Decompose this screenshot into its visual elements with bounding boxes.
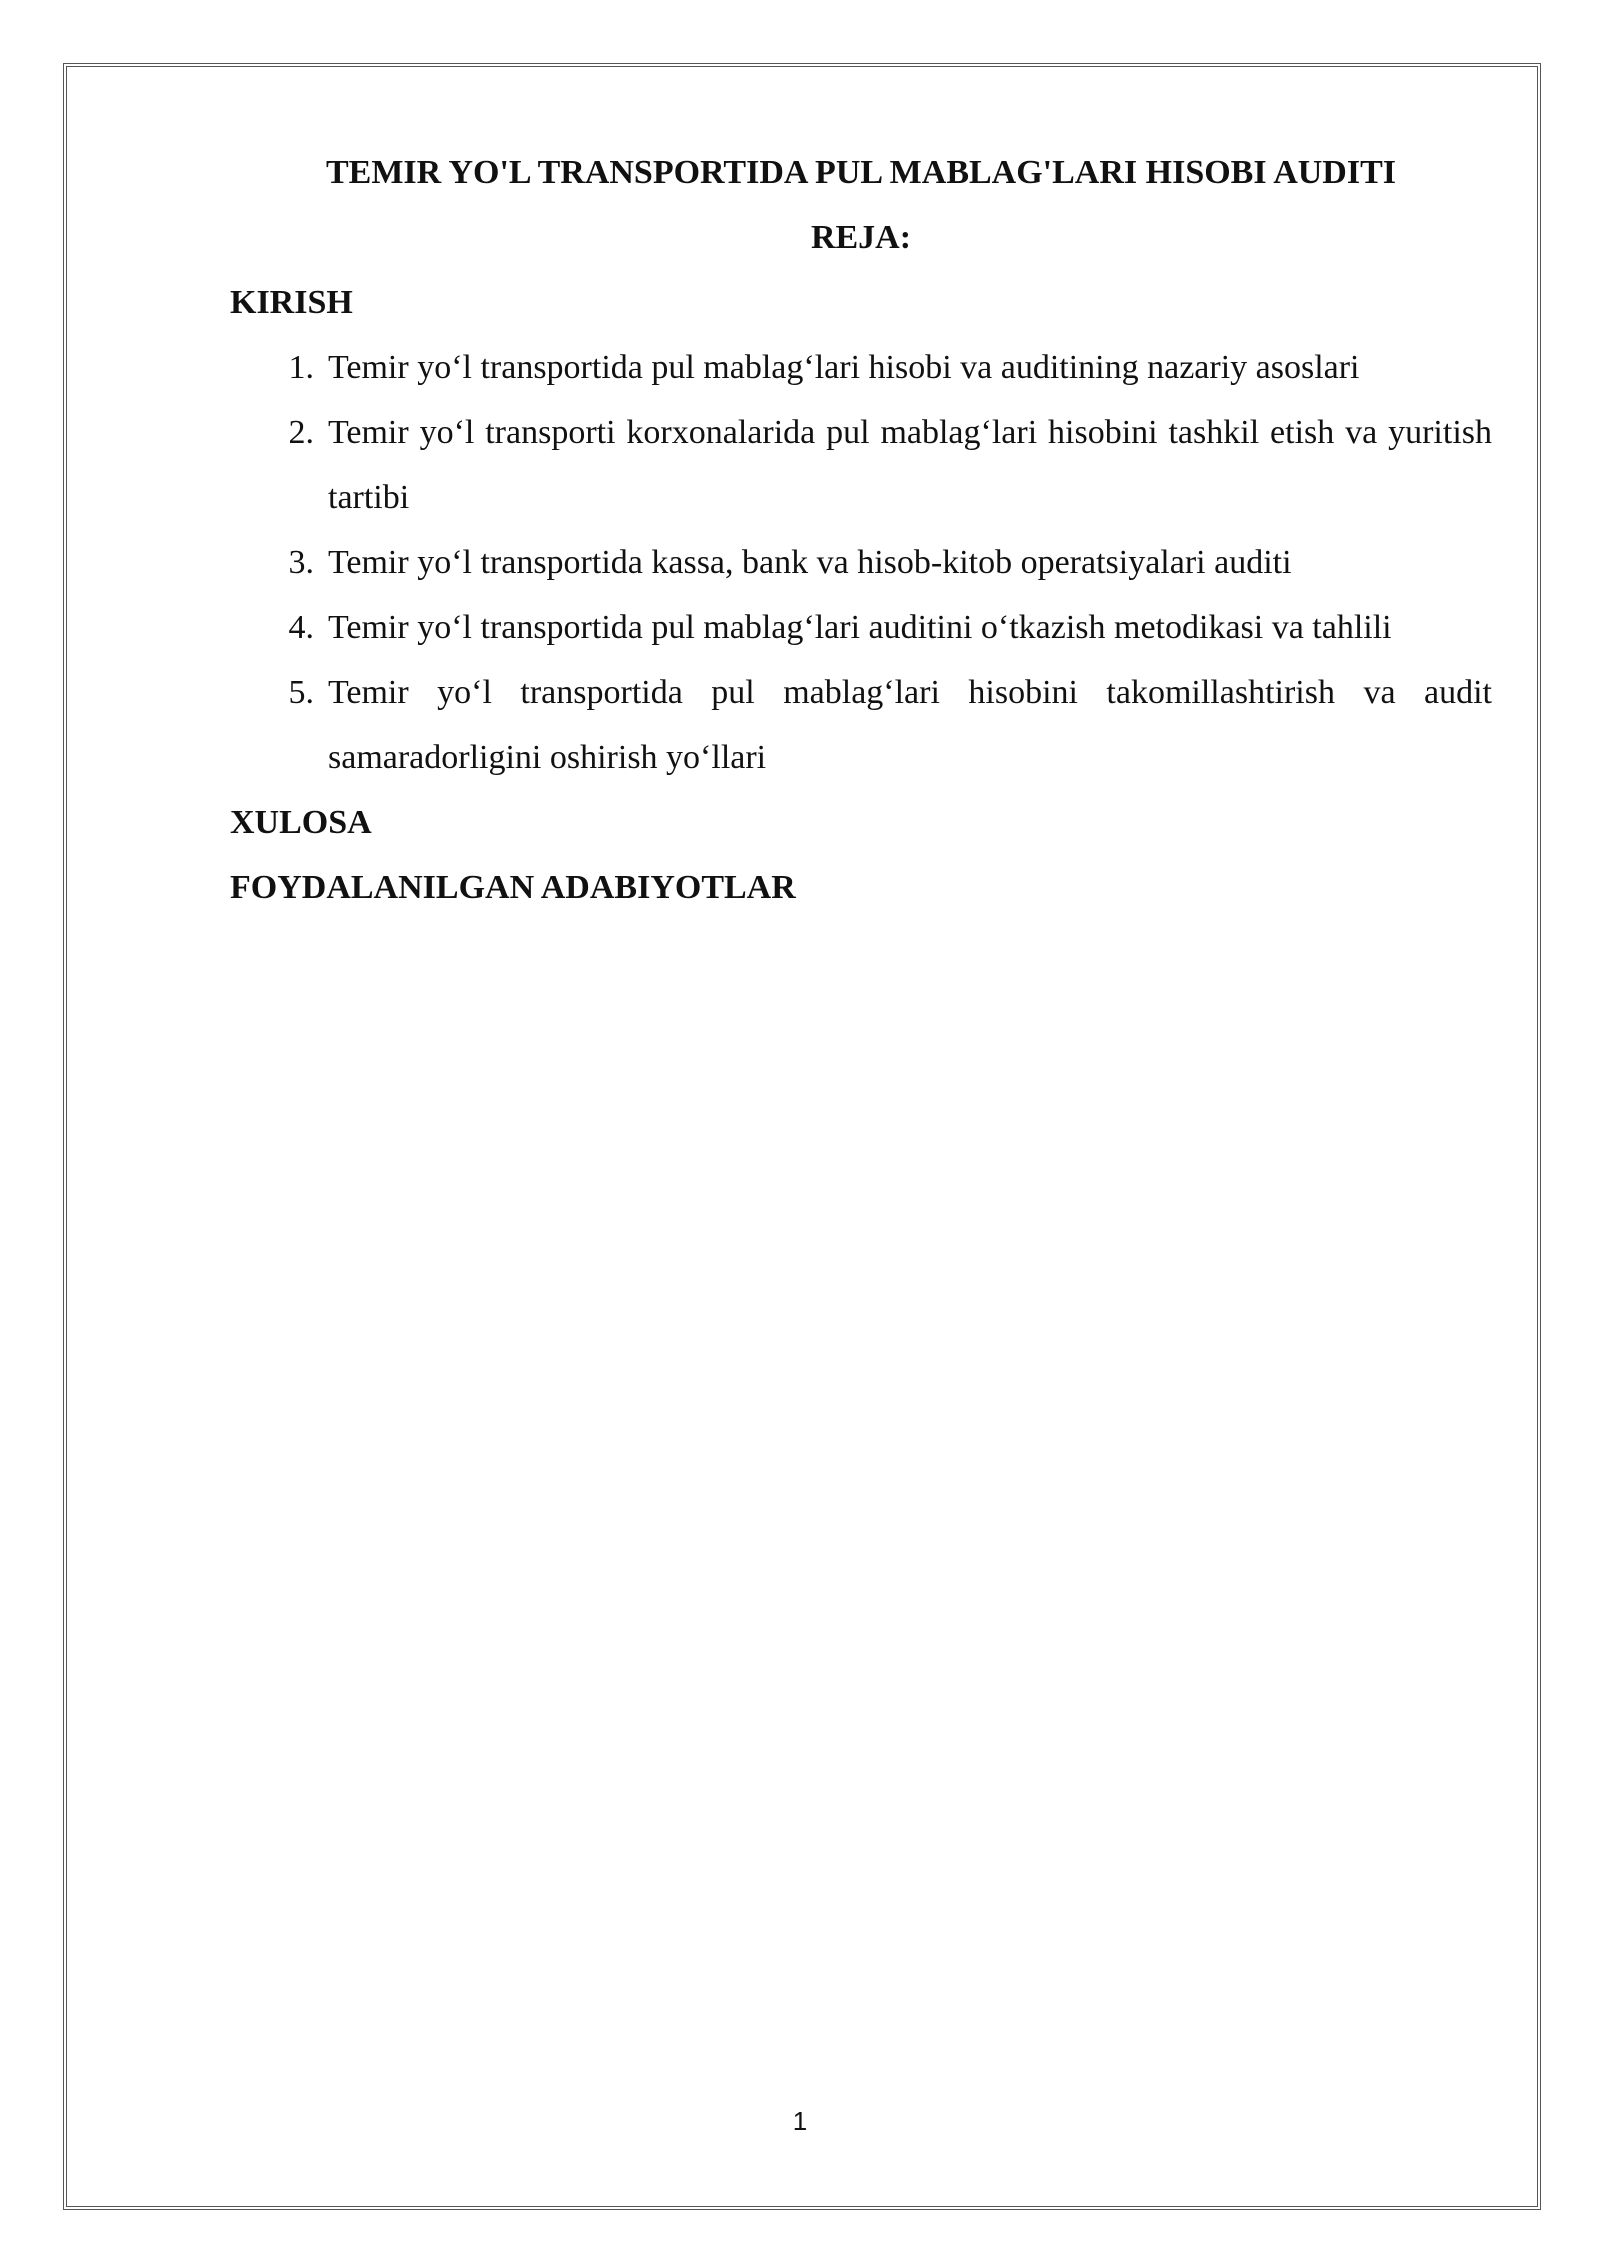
- plan-item-number: 1.: [288, 349, 314, 386]
- plan-list: [230, 335, 1492, 790]
- plan-item-number: 4.: [288, 609, 314, 646]
- page-number: 1: [792, 2106, 808, 2136]
- plan-item: [230, 400, 1492, 530]
- plan-item-number: 3.: [288, 544, 314, 581]
- plan-item: [230, 530, 1492, 595]
- plan-item-text: Temir yo‘l transportida pul mablag‘lari auditini o‘tkazish metodikasi va tahlili: [328, 609, 1392, 646]
- plan-item-text: Temir yo‘l transportida kassa, bank va hisob-kitob operatsiyalari auditi: [328, 544, 1292, 581]
- plan-item-number: 2.: [288, 414, 314, 451]
- plan-item-number: 5.: [288, 674, 314, 711]
- document-body: [230, 140, 1492, 920]
- plan-item: [230, 595, 1492, 660]
- document-title: TEMIR YO'L TRANSPORTIDA PUL MABLAG'LARI HISOBI AUDITI: [325, 154, 1397, 191]
- plan-item: [230, 335, 1492, 400]
- plan-item-text: Temir yo‘l transporti korxonalarida pul mablag‘lari hisobini tashkil etish va yuritish tartibi: [328, 414, 1492, 516]
- references-heading: FOYDALANILGAN ADABIYOTLAR: [230, 869, 796, 906]
- plan-heading: REJA:: [810, 219, 912, 256]
- intro-heading: KIRISH: [230, 284, 353, 321]
- plan-item-text: Temir yo‘l transportida pul mablag‘lari hisobi va auditining nazariy asoslari: [328, 349, 1360, 386]
- conclusion-heading: XULOSA: [230, 804, 372, 841]
- plan-item: [230, 660, 1492, 790]
- plan-item-text: Temir yo‘l transportida pul mablag‘lari hisobini takomillashtirish va audit samaradorligini oshirish yo‘llari: [328, 674, 1492, 776]
